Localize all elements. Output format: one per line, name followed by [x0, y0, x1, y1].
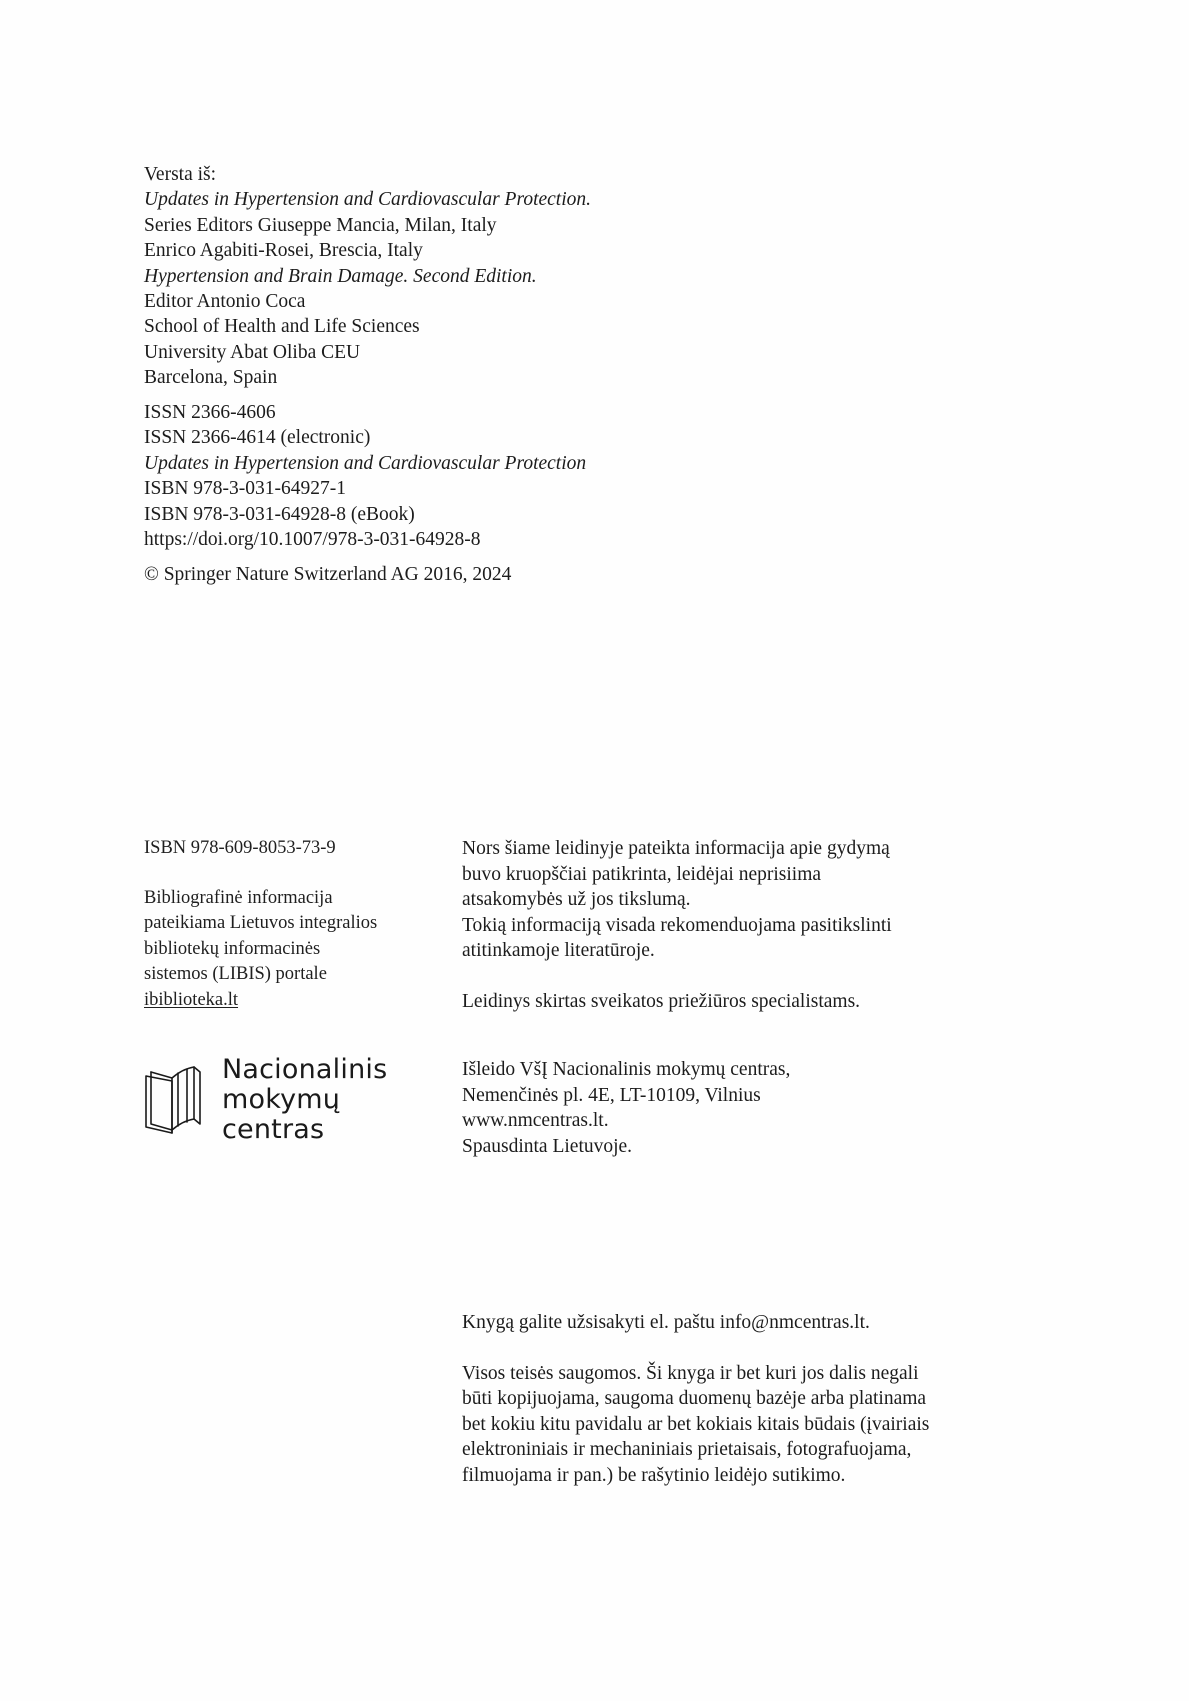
rights-line-2: būti kopijuojama, saugoma duomenų bazėje arba platinama: [462, 1388, 927, 1410]
logo-line-2: mokymų: [222, 1084, 341, 1115]
isbn-print: ISBN 978-3-031-64927-1: [144, 478, 347, 500]
logo-line-3: centras: [222, 1114, 325, 1145]
logo-wordmark: [222, 1055, 387, 1145]
issn-electronic: ISSN 2366-4614 (electronic): [144, 427, 371, 449]
issn-print: ISSN 2366-4606: [144, 402, 276, 423]
disclaimer-line-3: atsakomybės už jos tikslumą.: [462, 889, 691, 911]
publisher-address-block: [462, 1057, 962, 1159]
publisher-line-1: Išleido VšĮ Nacionalinis mokymų centras,: [462, 1059, 791, 1080]
ibiblioteka-link[interactable]: ibiblioteka.lt: [144, 989, 239, 1010]
publisher-website[interactable]: www.nmcentras.lt.: [462, 1110, 609, 1132]
springer-copyright: © Springer Nature Switzerland AG 2016, 2024: [144, 564, 512, 585]
imprint-editor: Editor Antonio Coca: [144, 291, 306, 313]
series-name: Updates in Hypertension and Cardiovascular Protection: [144, 452, 587, 474]
disclaimer-block: [462, 836, 962, 1015]
order-line: Knygą galite užsisakyti el. paštu info@nmcentras.lt.: [462, 1312, 870, 1333]
logo-line-1: Nacionalinis: [222, 1054, 388, 1085]
lithuanian-biblio-block: [144, 836, 434, 1013]
bibliographic-note: [144, 886, 434, 1014]
imprint-heading: Versta iš:: [144, 164, 217, 185]
identifiers-block: [144, 400, 844, 552]
rights-line-1: Visos teisės saugomos. Ši knyga ir bet kuri jos dalis negali: [462, 1362, 919, 1384]
biblio-line-1: Bibliografinė informacija: [144, 887, 333, 908]
imprint-series-editor-2: Enrico Agabiti-Rosei, Brescia, Italy: [144, 240, 423, 262]
imprint-affiliation-1: School of Health and Life Sciences: [144, 316, 420, 338]
imprint-affiliation-3: Barcelona, Spain: [144, 367, 278, 389]
audience-note: Leidinys skirtas sveikatos priežiūros specialistams.: [462, 990, 861, 1012]
imprint-book-title: Hypertension and Brain Damage. Second Edition.: [144, 265, 537, 287]
publisher-logo: [142, 1055, 387, 1145]
disclaimer-line-5: atitinkamoje literatūroje.: [462, 940, 655, 962]
isbn-ebook: ISBN 978-3-031-64928-8 (eBook): [144, 503, 415, 525]
biblio-line-3: bibliotekų informacinės: [144, 938, 321, 959]
open-book-icon: [142, 1063, 208, 1137]
lithuanian-isbn: ISBN 978-609-8053-73-9: [144, 838, 336, 858]
biblio-line-2: pateikiama Lietuvos integralios: [144, 913, 378, 933]
disclaimer-line-4: Tokią informaciją visada rekomenduojama pasitikslinti: [462, 914, 892, 936]
spacer: [462, 964, 962, 989]
imprint-block: [144, 162, 844, 391]
disclaimer-line-1: Nors šiame leidinyje pateikta informacija apie gydymą: [462, 838, 890, 859]
imprint-series-editors: Series Editors Giuseppe Mancia, Milan, Italy: [144, 214, 497, 236]
biblio-line-4: sistemos (LIBIS) portale: [144, 964, 327, 984]
imprint-affiliation-2: University Abat Oliba CEU: [144, 341, 361, 363]
imprint-series-title: Updates in Hypertension and Cardiovascular Protection.: [144, 189, 592, 211]
disclaimer-line-2: buvo kruopščiai patikrinta, leidėjai neprisiima: [462, 863, 822, 885]
publisher-line-2: Nemenčinės pl. 4E, LT-10109, Vilnius: [462, 1084, 761, 1106]
rights-line-5: filmuojama ir pan.) be rašytinio leidėjo sutikimo.: [462, 1464, 846, 1486]
publisher-line-4: Spausdinta Lietuvoje.: [462, 1135, 633, 1157]
rights-line-3: bet kokiu kitu pavidalu ar bet kokiais kitais būdais (įvairiais: [462, 1413, 930, 1435]
rights-line-4: elektroniniais ir mechaniniais prietaisais, fotografuojama,: [462, 1439, 912, 1461]
doi-link[interactable]: https://doi.org/10.1007/978-3-031-64928-8: [144, 529, 481, 551]
all-rights-reserved: [462, 1361, 962, 1489]
order-and-rights-block: [462, 1310, 962, 1489]
